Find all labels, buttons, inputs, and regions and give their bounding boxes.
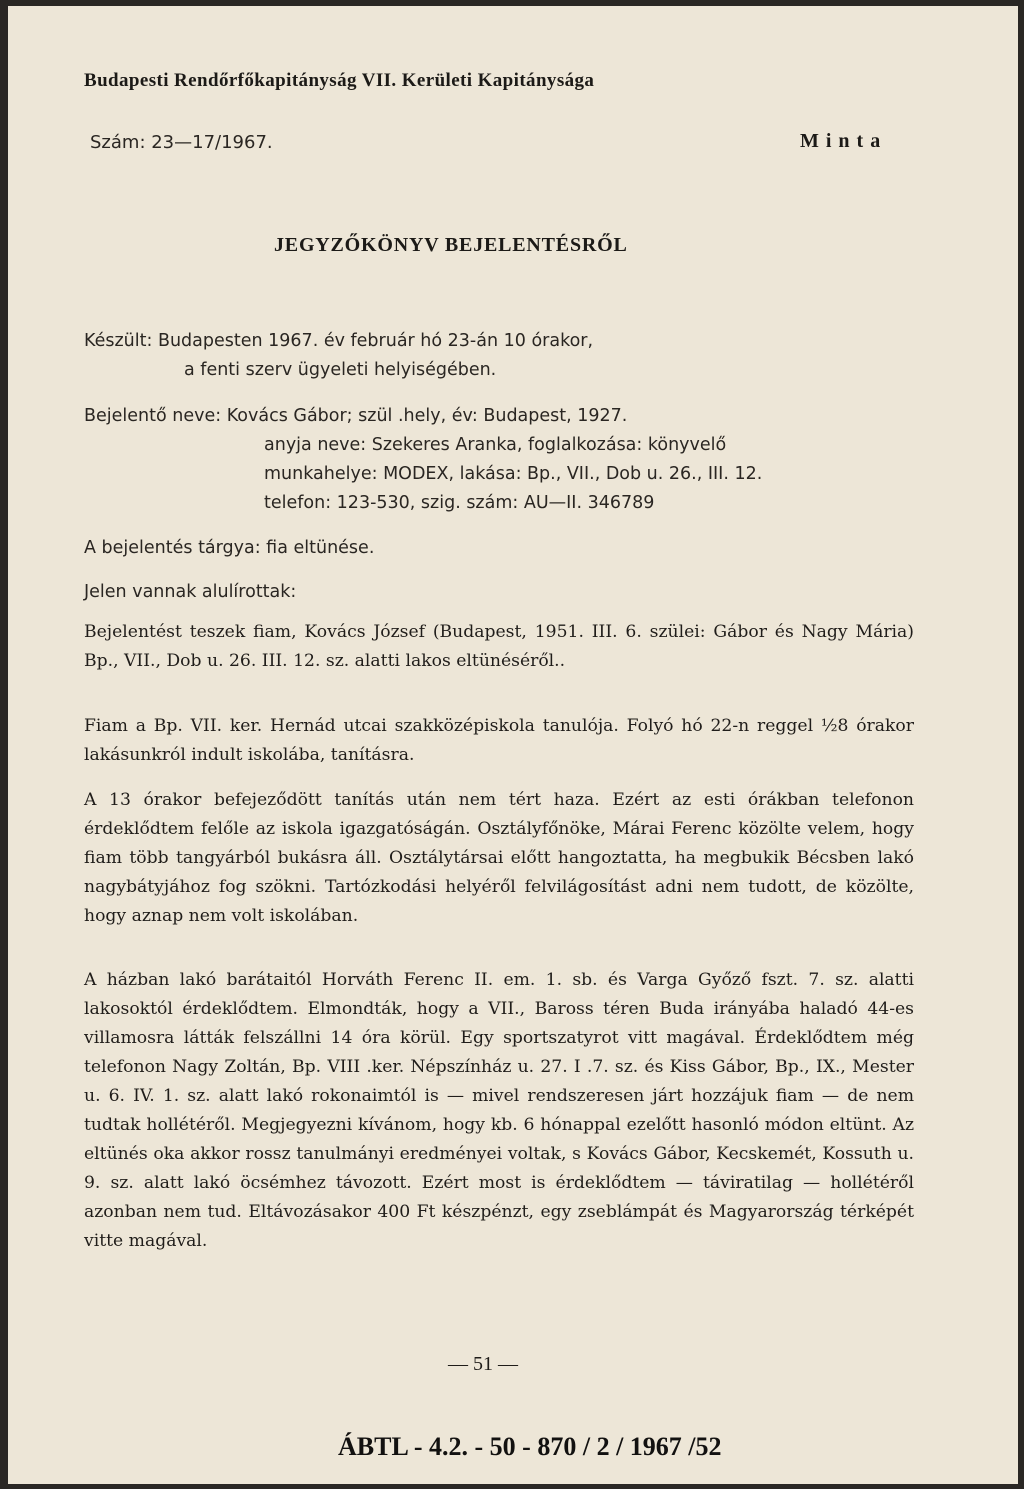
document-page xyxy=(8,6,1018,1484)
paragraph-school: Fiam a Bp. VII. ker. Hernád utcai szakközépiskola tanulója. Folyó hó 22-n reggel ½8 órakor lakásunkról indult iskolába, tanításra. xyxy=(84,716,914,765)
sample-mark: Minta xyxy=(800,130,888,152)
reporter-line-2: anyja neve: Szekeres Aranka, foglalkozása: könyvelő xyxy=(264,435,727,455)
reporter-line-1: Bejelentő neve: Kovács Gábor; szül .hely, év: Budapest, 1927. xyxy=(84,406,628,426)
archive-reference: ÁBTL - 4.2. - 50 - 870 / 2 / 1967 /52 xyxy=(338,1432,722,1461)
prepared-line-1: Készült: Budapesten 1967. év február hó 23-án 10 órakor, xyxy=(84,331,594,351)
paragraph-report: Bejelentést teszek fiam, Kovács József (Budapest, 1951. III. 6. szülei: Gábor és Nagy Mária) Bp., VII., Dob u. 26. III. 12. sz. alatti lakos eltünéséről.. xyxy=(84,622,914,671)
paragraph-inquiry: A 13 órakor befejeződött tanítás után nem tért haza. Ezért az esti órákban telefonon érdeklődtem felőle az iskola igazgatóságán. Osztályfőnöke, Márai Ferenc közölte velem, hogy fiam több tangyárból bukásra áll. Osztálytársai előtt hangoztatta, ha megbukik Bécsben lakó nagybátyjához fog szökni. Tartózkodási helyéről felvilágosítást adni nem tudott, de közölte, hogy aznap nem volt iskolában. xyxy=(84,790,914,926)
reference-number: Szám: 23—17/1967. xyxy=(90,132,273,153)
document-title: JEGYZŐKÖNYV BEJELENTÉSRŐL xyxy=(274,234,628,256)
paragraph-witnesses: A házban lakó barátaitól Horváth Ferenc II. em. 1. sb. és Varga Győző fszt. 7. sz. alatti lakosoktól érdeklődtem. Elmondták, hogy a VII., Baross téren Buda irányába haladó 44-es villamosra látták felszállni 14 óra körül. Egy sportszatyrot vitt magával. Érdeklődtem még telefonon Nagy Zoltán, Bp. VIII .ker. Népszínház u. 27. I .7. sz. és Kiss Gábor, Bp., IX., Mester u. 6. IV. 1. sz. alatt lakó rokonaimtól is — mivel rendszeresen járt hozzájuk fiam — de nem tudtak hollétéről. Megjegyezni kívánom, hogy kb. 6 hónappal ezelőtt hasonló módon eltünt. Az eltünés oka akkor rossz tanulmányi eredményei voltak, s Kovács Gábor, Kecskemét, Kossuth u. 9. sz. alatt lakó öcsémhez távozott. Ezért most is érdeklődtem — táviratilag — hollétéről azonban nem tud. Eltávozásakor 400 Ft készpénzt, egy zseblámpát és Magyarország térképét vitte magával. xyxy=(84,970,914,1251)
page-number: — 51 — xyxy=(448,1353,518,1375)
organization-header: Budapesti Rendőrfőkapitányság VII. Kerületi Kapitánysága xyxy=(84,70,595,91)
report-subject: A bejelentés tárgya: fia eltünése. xyxy=(84,538,375,558)
prepared-line-2: a fenti szerv ügyeleti helyiségében. xyxy=(184,360,497,380)
reporter-line-4: telefon: 123-530, szig. szám: AU—II. 346789 xyxy=(264,493,655,513)
present-persons: Jelen vannak alulírottak: xyxy=(84,582,297,602)
reporter-line-3: munkahelye: MODEX, lakása: Bp., VII., Dob u. 26., III. 12. xyxy=(264,464,763,484)
